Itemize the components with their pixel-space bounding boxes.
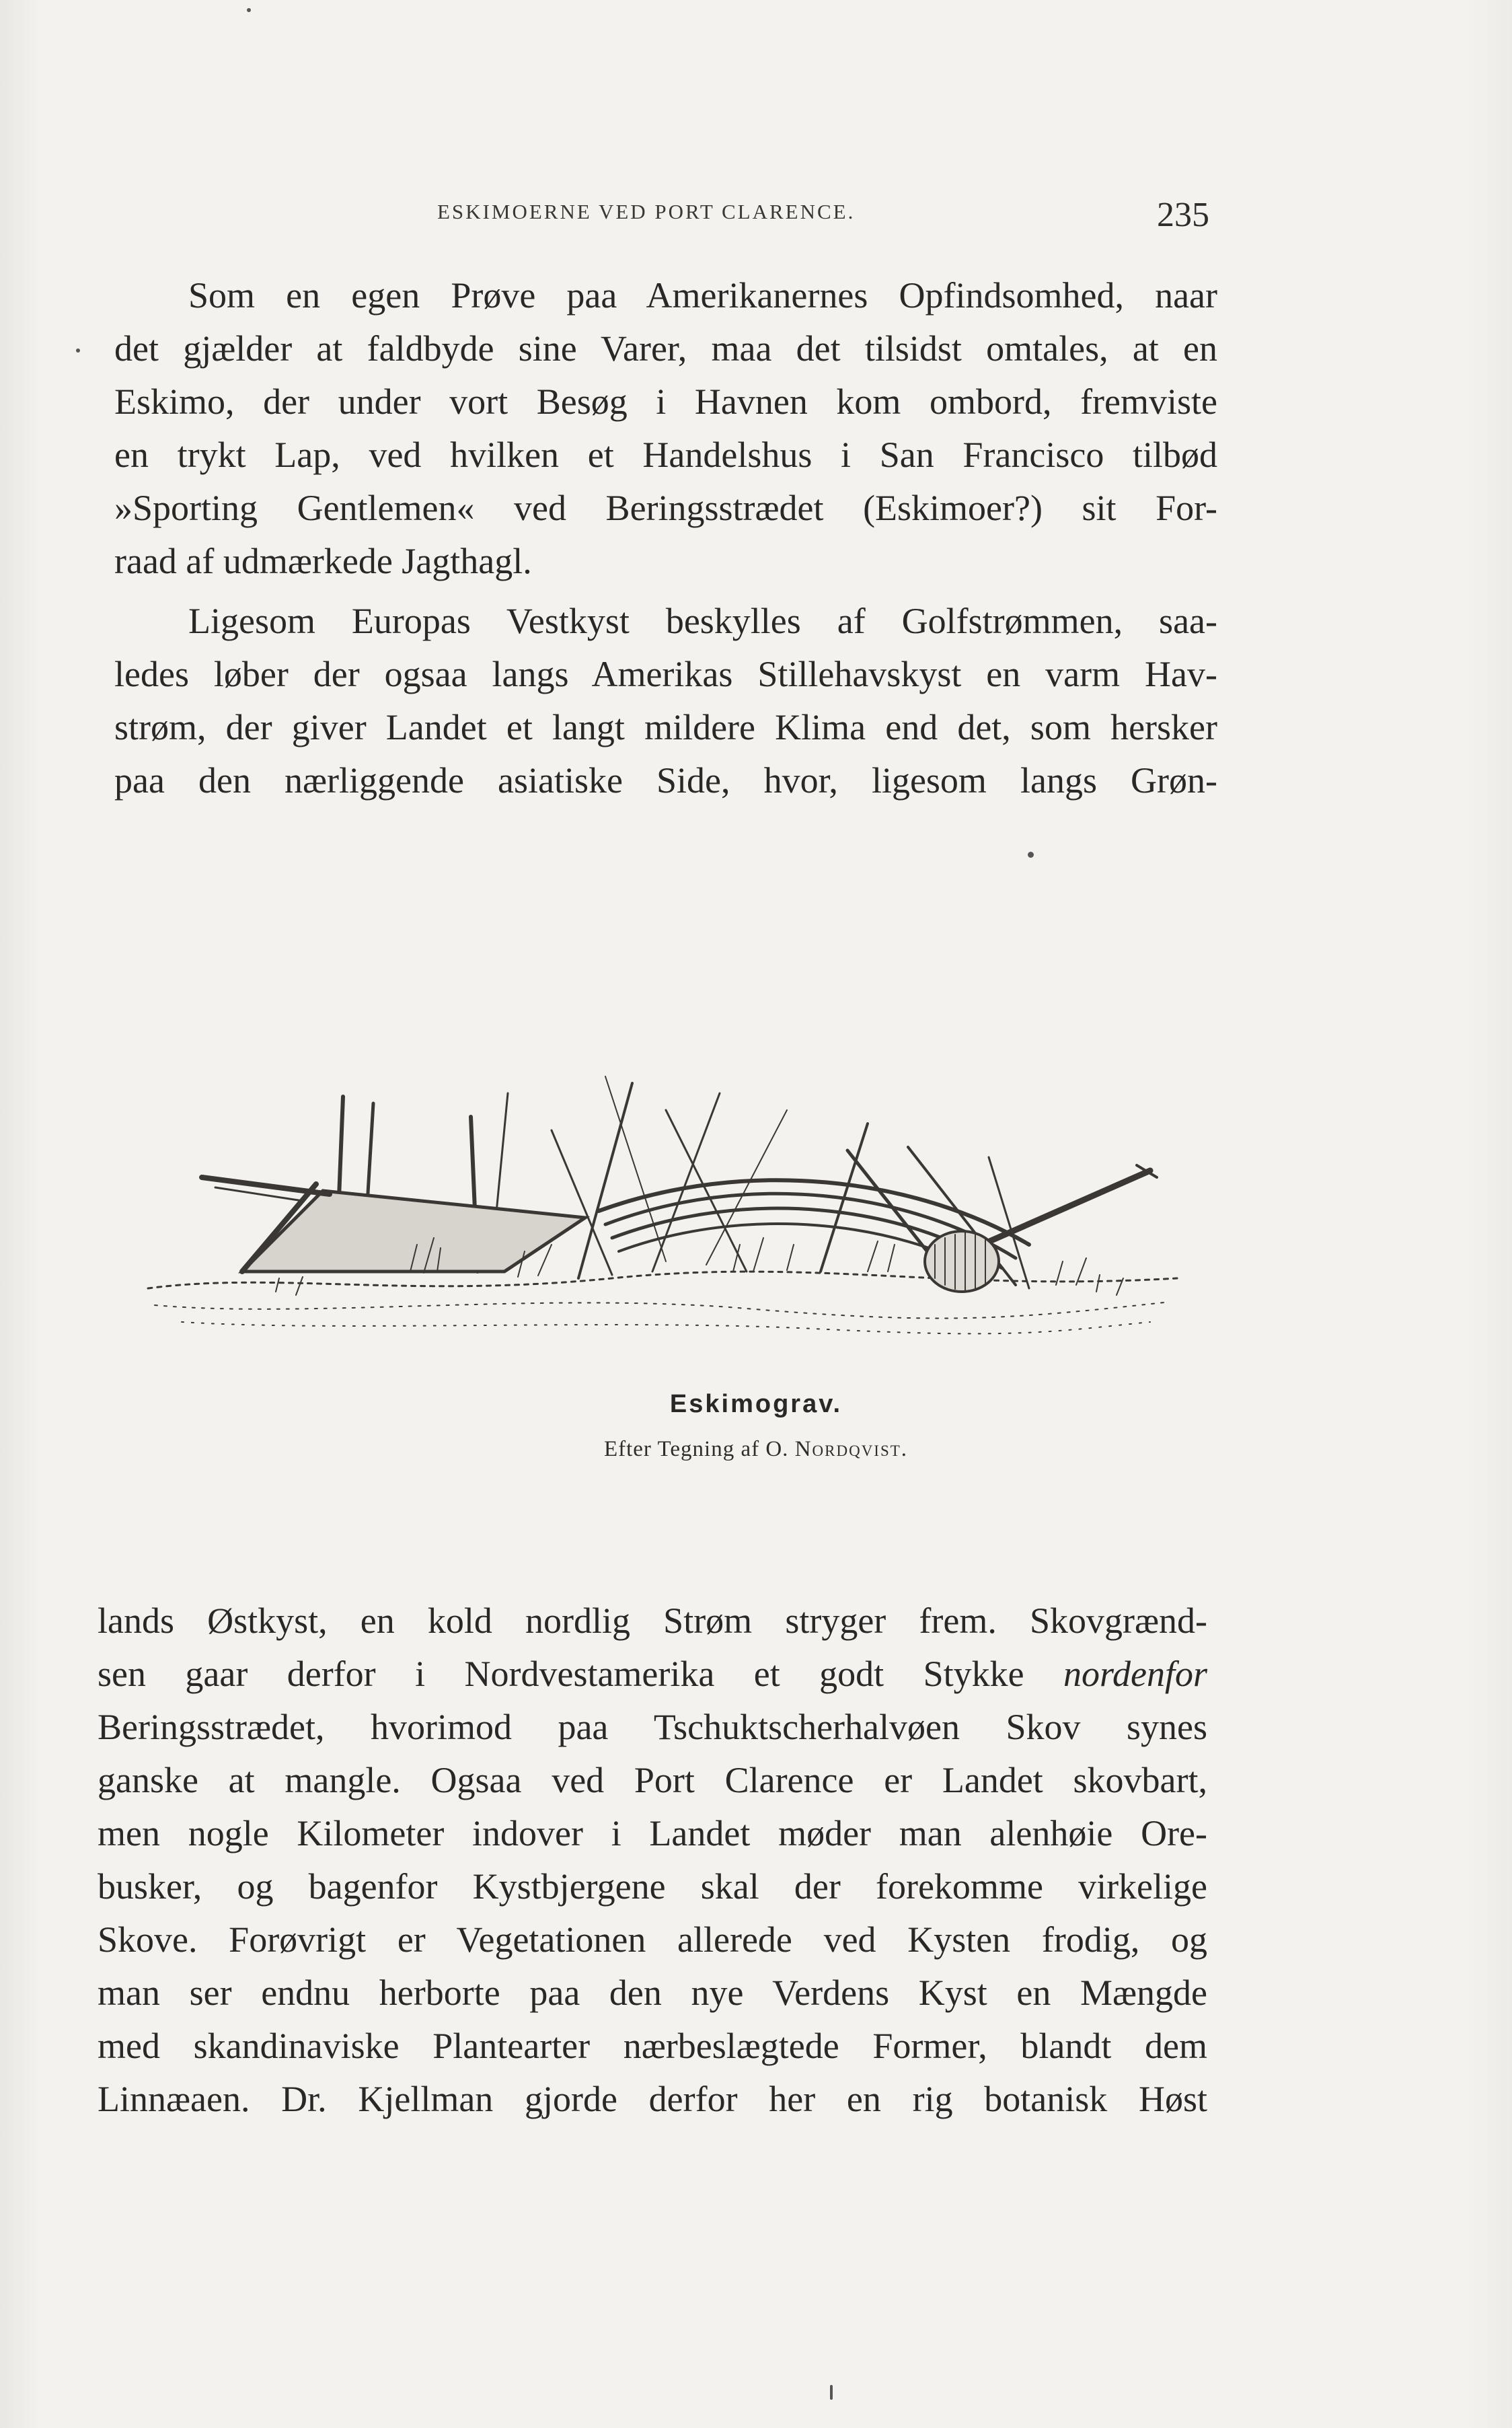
text-line: busker, og bagenfor Kystbjergene skal der forekomme virkelige	[98, 1866, 1207, 1907]
eskimo-grave-illustration	[141, 955, 1184, 1359]
credit-prefix: Efter Tegning af O.	[603, 1437, 795, 1461]
text-line: man ser endnu herborte paa den nye Verdens Kyst en Mængde	[98, 1973, 1207, 2013]
text-line: raad af udmærkede Jagthagl.	[114, 541, 532, 581]
text-line: ganske at mangle. Ogsaa ved Port Clarence er Landet skovbart,	[98, 1760, 1207, 1800]
text-line: lands Østkyst, en kold nordlig Strøm stryger frem. Skovgrænd-	[98, 1601, 1207, 1641]
text-line: paa den nærliggende asiatiske Side, hvor, ligesom langs Grøn-	[114, 760, 1217, 801]
paragraph-2	[114, 595, 1217, 807]
text-line: Eskimo, der under vort Besøg i Havnen kom ombord, fremviste	[114, 381, 1217, 422]
text-line: Som en egen Prøve paa Amerikanernes Opfindsomhed, naar	[188, 275, 1217, 316]
credit-artist-name: Nordqvist.	[794, 1437, 909, 1461]
text-run: sen gaar derfor i Nordvestamerika et godt Stykke	[98, 1654, 1063, 1694]
italic-word: nordenfor	[1063, 1654, 1207, 1694]
page-number: 235	[1157, 196, 1209, 234]
ink-speck	[830, 2385, 833, 2400]
ink-speck	[247, 8, 251, 12]
figure-credit	[0, 1437, 1512, 1462]
text-line: Linnæaen. Dr. Kjellman gjorde derfor her en rig botanisk Høst	[98, 2079, 1207, 2119]
text-line: men nogle Kilometer indover i Landet møder man alenhøie Ore-	[98, 1813, 1207, 1853]
text-line-with-italic	[98, 1648, 1207, 1701]
grave-engraving	[141, 955, 1184, 1359]
running-title: ESKIMOERNE VED PORT CLARENCE.	[437, 200, 856, 223]
paragraph-3	[98, 1594, 1207, 2126]
text-line: ledes løber der ogsaa langs Amerikas Stillehavskyst en varm Hav-	[114, 654, 1217, 694]
text-line: det gjælder at faldbyde sine Varer, maa det tilsidst omtales, at en	[114, 328, 1217, 369]
text-line: en trykt Lap, ved hvilken et Handelshus i San Francisco tilbød	[114, 435, 1217, 475]
paragraph-1	[114, 269, 1217, 588]
text-line: strøm, der giver Landet et langt mildere Klima end det, som hersker	[114, 707, 1217, 747]
text-line: Skove. Forøvrigt er Vegetationen allerede ved Kysten frodig, og	[98, 1919, 1207, 1960]
figure-title: Eskimograv.	[669, 1390, 843, 1418]
text-line: med skandinaviske Plantearter nærbeslægtede Former, blandt dem	[98, 2026, 1207, 2066]
text-line: »Sporting Gentlemen« ved Beringsstrædet (Eskimoer?) sit For-	[114, 488, 1217, 528]
ink-speck	[1028, 852, 1034, 858]
text-line: Ligesom Europas Vestkyst beskylles af Golfstrømmen, saa-	[188, 601, 1217, 641]
ink-speck	[76, 348, 80, 353]
text-line: Beringsstrædet, hvorimod paa Tschuktscherhalvøen Skov synes	[98, 1707, 1207, 1747]
